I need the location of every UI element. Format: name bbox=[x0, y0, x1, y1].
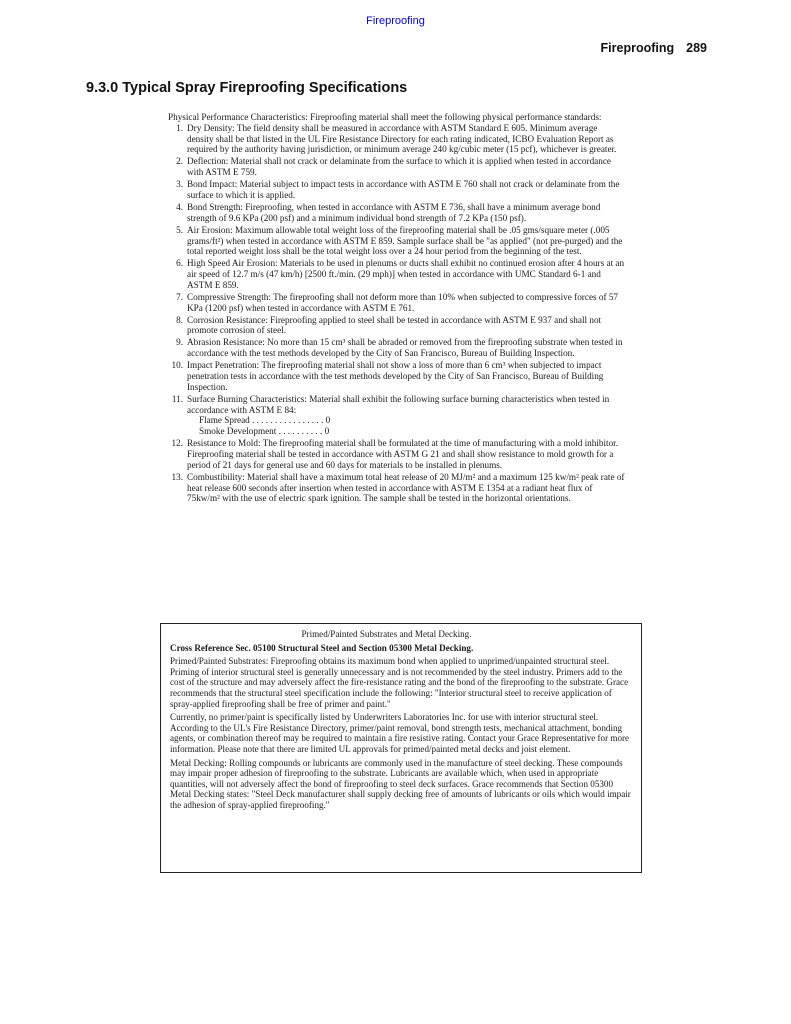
list-item: 6. High Speed Air Erosion: Materials to be used in plenums or ducts shall exhibit no continued erosion after 4 hours at an air speed of 12.7 m/s (47 km/h) [2500 ft./min. (29 mph)] when tested in accordance with UMC Standard 6-1 and ASTM E 859. bbox=[176, 258, 625, 290]
list-item: 7. Compressive Strength: The fireproofing shall not deform more than 10% when subjected to compressive forces of 57 KPa (1200 psf) when tested in accordance with ASTM E 761. bbox=[176, 291, 619, 313]
section-title: 9.3.0 Typical Spray Fireproofing Specifications bbox=[86, 80, 408, 96]
list-item: 4. Bond Strength: Fireproofing, when tested in accordance with ASTM E 736, shall have a minimum average bond strength of 9.6 KPa (200 psf) and a minimum individual bond strength of 7.2 KPa (150 psf). bbox=[176, 201, 601, 223]
smoke-development-row: Smoke Development . . . . . . . . . . 0 bbox=[199, 426, 330, 437]
list-item: 8. Corrosion Resistance: Fireproofing applied to steel shall be tested in accordance with ASTM E 937 and shall not promote corrosion of steel. bbox=[176, 314, 602, 336]
list-item: 12. Resistance to Mold: The fireproofing material shall be formulated at the time of manufacturing with a mold inhibitor. Fireproofing material shall be tested in accordance with ASTM G 21 and shall show resistance to mold growth for a period of 21 days for general use and 60 days for materials to be installed in plenums. bbox=[171, 438, 619, 470]
spec-intro: Physical Performance Characteristics: Fireproofing material shall meet the following physical performance standards: bbox=[168, 112, 602, 122]
running-title: Fireproofing bbox=[600, 41, 675, 55]
flame-spread-row: Flame Spread . . . . . . . . . . . . . . . . 0 bbox=[199, 415, 331, 426]
header-link-fireproofing[interactable]: Fireproofing bbox=[366, 15, 425, 27]
list-item: 9. Abrasion Resistance: No more than 15 cm³ shall be abraded or removed from the fireproofing substrate when tested in accordance with the test methods developed by the City of San Francisco, Bureau of Building Inspection. bbox=[176, 337, 623, 359]
list-item: 2. Deflection: Material shall not crack or delaminate from the surface to which it is applied when tested in accordance with ASTM E 759. bbox=[176, 156, 611, 178]
list-item: 5. Air Erosion: Maximum allowable total weight loss of the fireproofing material shall be .05 gms/square meter (.005 grams/ft²) when tested in accordance with ASTM E 859. Sample surface shall be "as applied" (not pre-purged) and the total reported weight loss shall be the total weight loss over a 24 hour period from the beginning of the test. bbox=[176, 224, 623, 257]
note-box bbox=[160, 623, 642, 873]
list-item: 3. Bond Impact: Material subject to impact tests in accordance with ASTM E 760 shall not crack or delaminate from the surface to which it is applied. bbox=[176, 179, 620, 200]
note-paragraph-primed-substrates: Primed/Painted Substrates: Fireproofing obtains its maximum bond when applied to unprimed/unpainted structural steel. Priming of interior structural steel is generally unnecessary and is not recommended by the steel industry. Primers add to the cost of the structure and may adversely affect the fire-resistance rating and the bond of the fireproofing to the substrate. Grace recommends that the structural steel specification include the following: "Interior structural steel to receive application of spray-applied fireproofing shall be free of primer and paint." bbox=[170, 656, 629, 709]
list-item: 11. Surface Burning Characteristics: Material shall exhibit the following surface burning characteristics when tested in accordance with ASTM E 84: Flame Spread . . . . . . . . . . . . . . . . 0 Smoke Development . . . . . . . . . . 0 bbox=[168, 394, 626, 437]
list-item: 13. Combustibility: Material shall have a maximum total heat release of 20 MJ/m² and a maximum 125 kw/m² peak rate of heat release 600 seconds after insertion when tested in accordance with ASTM E 1354 at a radiant heat flux of 75kw/m² with the use of electric spark ignition. The sample shall be tested in the horizontal orientations. bbox=[171, 471, 625, 504]
note-paragraph-metal-decking: Metal Decking: Rolling compounds or lubricants are commonly used in the manufacture of steel decking. These compounds may impair proper adhesion of fireproofing to the substrate. Lubricants are available which, when used in appropriate quantities, will not adversely affect the bond of fireproofing to steel deck surfaces. Grace recommends that Section 05300 Metal Decking states: "Steel Deck manufacturer shall supply decking free of amounts of lubricants or oils which would impair the adhesion of spray-applied fireproofing." bbox=[170, 757, 631, 810]
requirements-list bbox=[168, 123, 626, 504]
note-paragraph-ul-listing: Currently, no primer/paint is specifically listed by Underwriters Laboratories Inc. for use with interior structural steel. According to the UL's Fire Resistance Directory, primer/paint removal, bond strength tests, mechanical attachment, bonding agents, or combination thereof may be required to maintain a fire resistive rating. Contact your Grace Representative for more information. Please note that there are limited UL approvals for primed/painted metal decks and joist element. bbox=[170, 712, 630, 754]
list-item: 10. Impact Penetration: The fireproofing material shall not show a loss of more than 6 cm³ when subjected to impact penetration tests in accordance with the test methods developed by the City of San Francisco, Bureau of Building Inspection. bbox=[171, 360, 604, 392]
page-number: 289 bbox=[686, 41, 707, 55]
running-head bbox=[601, 41, 707, 55]
list-item: 1. Dry Density: The field density shall be measured in accordance with ASTM Standard E 605. Minimum average density shall be that listed in the UL Fire Resistance Directory for each rating indicated, ICBO Evaluation Report as required by the authority having jurisdiction, or minimum average 240 kg/cubic meter (15 pcf), whichever is greater. bbox=[176, 122, 617, 155]
note-box-cross-reference: Cross Reference Sec. 05100 Structural Steel and Section 05300 Metal Decking. bbox=[170, 642, 474, 653]
note-box-heading: Primed/Painted Substrates and Metal Decking. bbox=[301, 629, 472, 639]
spec-scan bbox=[168, 112, 626, 505]
